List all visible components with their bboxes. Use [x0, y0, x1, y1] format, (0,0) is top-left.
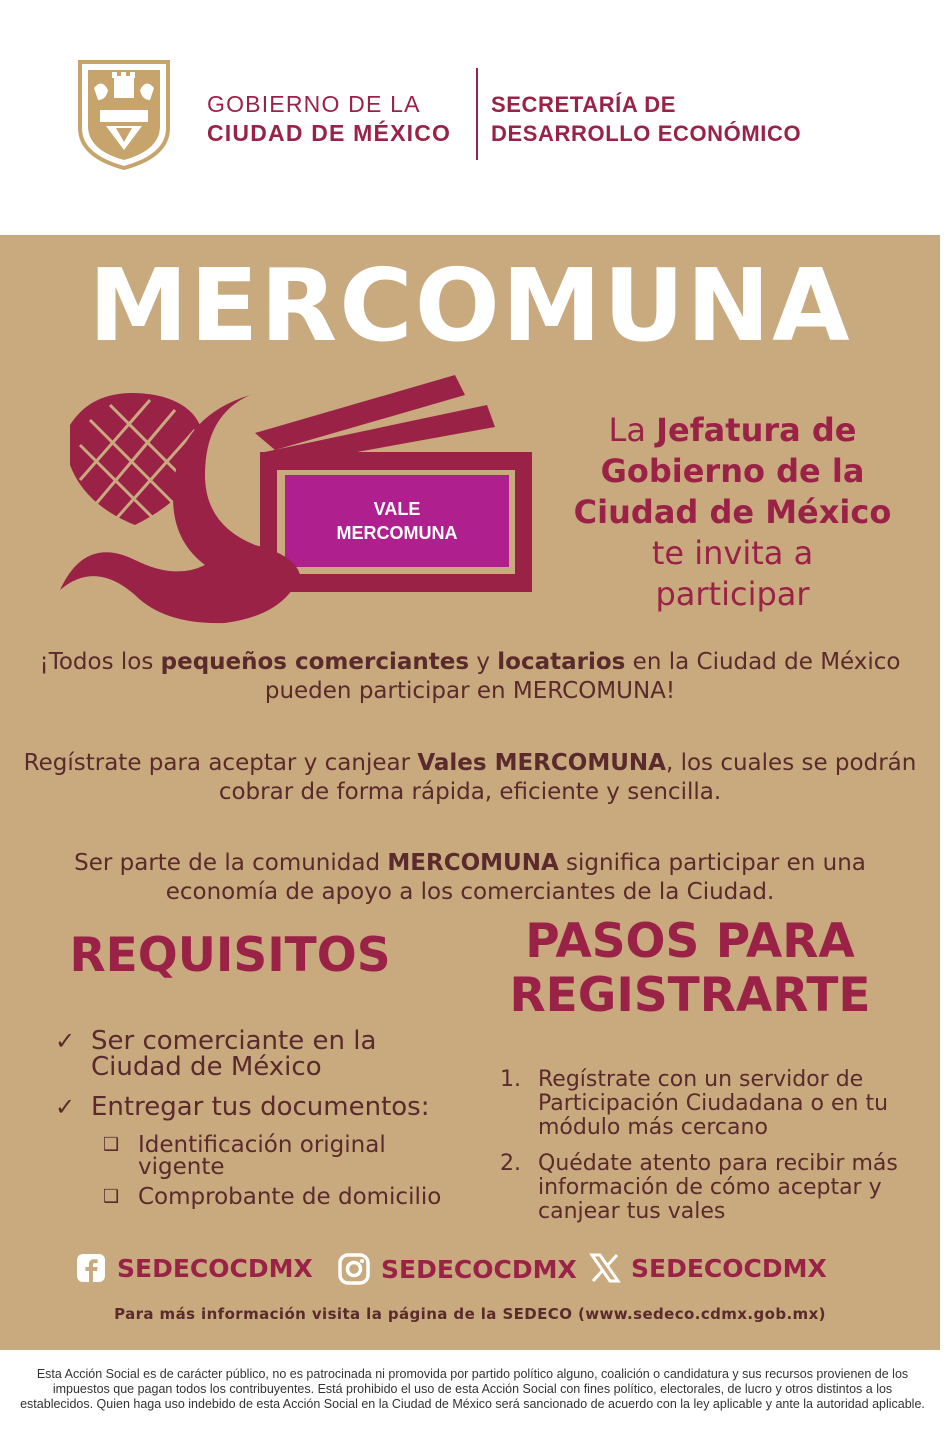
invite-la: La — [608, 411, 646, 449]
p3-text-a: Ser parte de la comunidad — [74, 850, 388, 876]
invite-bold-3: Ciudad de México — [573, 493, 892, 531]
instagram-handle: SEDECOCDMX — [381, 1254, 577, 1284]
legal-disclaimer: Esta Acción Social es de carácter público, no es patrocinada ni promovida por partido político alguno, coalición o candidatura y sus recursos provienen de los impuestos que pagan todos los contribuyentes. Está prohibido el uso de esta Acción Social con fines político, electorales, de lucro y otros distintos a los establecidos. Quien haga uso indebido de esta Acción Social en la Ciudad de México será sancionado de acuerdo con la ley aplicable y ante la autoridad aplicable. — [20, 1367, 925, 1411]
p2-text-b: , los cuales se podrán cobrar de forma rápida, eficiente y sencilla. — [218, 750, 917, 805]
documento-1: Identificación original vigente — [138, 1132, 386, 1180]
government-name — [207, 90, 451, 148]
x-handle: SEDECOCDMX — [631, 1253, 827, 1283]
paragraph-3 — [20, 849, 920, 907]
paragraph-1 — [20, 648, 920, 706]
social-links — [75, 1252, 835, 1292]
list-item — [55, 1028, 445, 1080]
checkmark-icon: ✓ — [55, 1093, 76, 1121]
list-subitem — [103, 1134, 445, 1178]
p3-text-b: significa participar en una economía de apoyo a los comerciantes de la Ciudad. — [165, 850, 866, 905]
list-item — [55, 1094, 445, 1120]
step-number: 2. — [500, 1151, 521, 1176]
header-divider — [476, 68, 478, 160]
list-item — [500, 1068, 900, 1140]
p1-bold-b: locatarios — [497, 649, 626, 675]
pasos-heading-line-1: PASOS PARA — [525, 914, 855, 969]
checkbox-icon: ❑ — [103, 1134, 120, 1155]
invite-line-1 — [555, 410, 910, 451]
sec-line-2: DESARROLLO ECONÓMICO — [491, 121, 802, 146]
invite-line-4: te invita a — [651, 534, 814, 572]
invite-line-3 — [555, 492, 910, 533]
requisito-1: Ser comerciante en la Ciudad de México — [91, 1026, 377, 1082]
p1-text-b: y — [469, 649, 498, 675]
paso-2: Quédate atento para recibir más información de cómo aceptar y canjear tus vales — [538, 1151, 898, 1224]
facebook-link[interactable] — [75, 1252, 313, 1284]
invite-line-2 — [555, 451, 910, 492]
list-subitem — [103, 1186, 445, 1208]
right-margin — [940, 0, 948, 1440]
page-header — [0, 0, 940, 235]
pasos-heading-line-2: REGISTRARTE — [509, 968, 871, 1023]
invite-bold-1: Jefatura de — [656, 411, 857, 449]
p1-bold-a: pequeños comerciantes — [160, 649, 470, 675]
facebook-handle: SEDECOCDMX — [117, 1253, 313, 1283]
step-number: 1. — [500, 1067, 521, 1092]
p3-bold: MERCOMUNA — [387, 850, 559, 876]
p2-text-a: Regístrate para aceptar y canjear — [23, 750, 418, 776]
requisitos-list — [55, 1028, 445, 1216]
pasos-heading — [490, 915, 890, 1023]
documento-2: Comprobante de domicilio — [138, 1184, 442, 1210]
page-title: MERCOMUNA — [88, 247, 852, 364]
cdmx-crest-logo — [76, 58, 172, 170]
sec-line-1: SECRETARÍA DE — [491, 92, 677, 117]
p2-bold: Vales MERCOMUNA — [417, 750, 666, 776]
vale-line-2: MERCOMUNA — [336, 523, 458, 543]
invitation-text — [555, 410, 910, 615]
checkbox-icon: ❑ — [103, 1186, 120, 1207]
vale-line-1: VALE — [373, 499, 421, 519]
p1-text-a: ¡Todos los — [39, 649, 161, 675]
instagram-icon — [337, 1252, 371, 1286]
paragraph-2 — [20, 749, 920, 807]
requisitos-heading: REQUISITOS — [69, 928, 391, 983]
p1-text-c: en la Ciudad de México pueden participar en MERCOMUNA! — [264, 649, 901, 704]
facebook-icon — [75, 1252, 107, 1284]
requisito-2: Entregar tus documentos: — [91, 1092, 430, 1122]
gov-line-2: CIUDAD DE MÉXICO — [207, 120, 452, 146]
x-link[interactable] — [589, 1252, 827, 1284]
invite-line-5: participar — [655, 575, 810, 613]
x-icon — [589, 1252, 621, 1284]
gov-line-1: GOBIERNO DE LA — [207, 91, 421, 117]
paso-1: Regístrate con un servidor de Participación Ciudadana o en tu módulo más cercano — [538, 1067, 889, 1140]
pasos-list — [500, 1068, 900, 1236]
instagram-link[interactable] — [337, 1252, 577, 1286]
more-info-text: Para más información visita la página de la SEDECO (www.sedeco.cdmx.gob.mx) — [114, 1305, 826, 1323]
vale-mercomuna-card — [285, 475, 509, 567]
list-item — [500, 1152, 900, 1224]
invite-bold-2: Gobierno de la — [600, 452, 865, 490]
checkmark-icon: ✓ — [55, 1027, 76, 1055]
secretaria-name — [491, 90, 801, 148]
